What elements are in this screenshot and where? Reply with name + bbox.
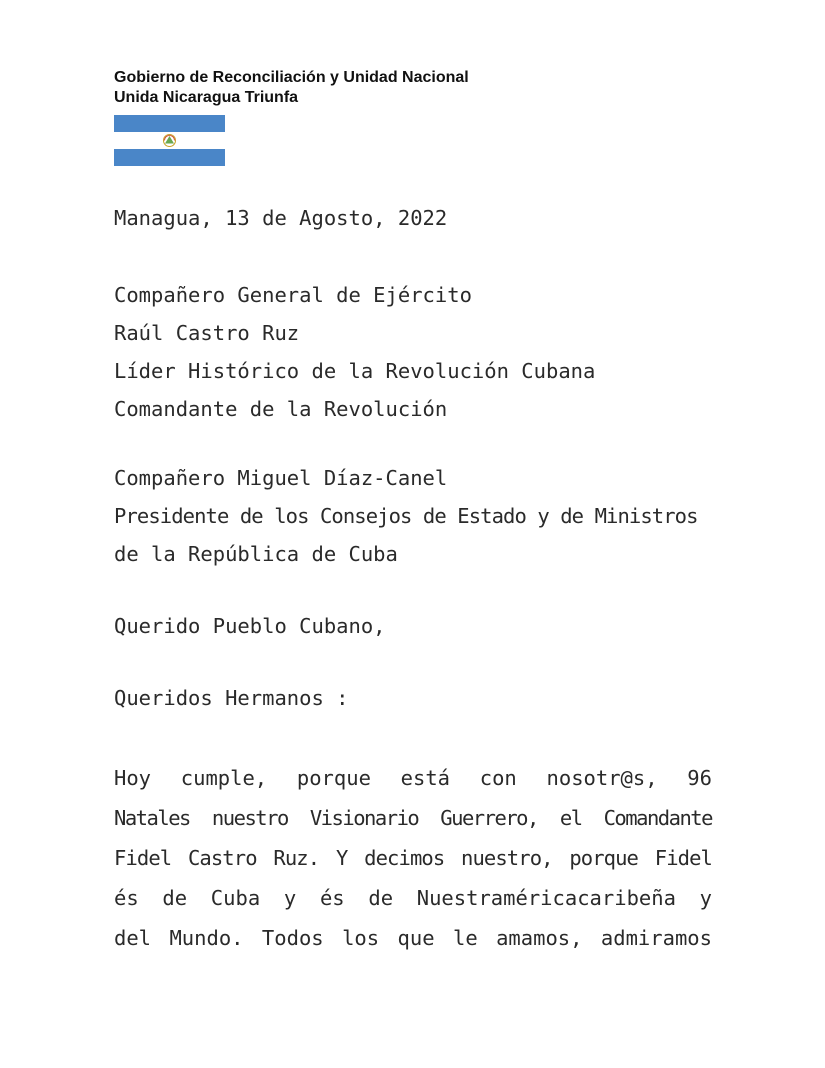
salutation-brothers: Queridos Hermanos : xyxy=(114,686,349,710)
letterhead-government-name: Gobierno de Reconciliación y Unidad Nacional xyxy=(114,69,469,86)
recipient-line: Compañero Miguel Díaz-Canel xyxy=(114,466,448,490)
paragraph-line: Natales nuestro Visionario Guerrero, el Comandante xyxy=(114,806,712,830)
nicaragua-flag-icon xyxy=(114,115,225,166)
body-paragraph xyxy=(114,758,712,958)
recipient-line: de la República de Cuba xyxy=(114,542,398,566)
paragraph-line: és de Cuba y és de Nuestraméricacaribeña y xyxy=(114,886,712,910)
letterhead-slogan: Unida Nicaragua Triunfa xyxy=(114,89,299,106)
paragraph-line: del Mundo. Todos los que le amamos, admiramos xyxy=(114,926,712,950)
recipient-block-1 xyxy=(114,276,595,428)
salutation-people: Querido Pueblo Cubano, xyxy=(114,614,386,638)
recipient-line: Raúl Castro Ruz xyxy=(114,321,300,345)
letter-date: Managua, 13 de Agosto, 2022 xyxy=(114,206,448,230)
letterhead xyxy=(114,68,469,108)
recipient-block-2 xyxy=(114,459,698,573)
paragraph-line: Fidel Castro Ruz. Y decimos nuestro, porque Fidel xyxy=(114,846,712,870)
recipient-line: Presidente de los Consejos de Estado y de Ministros xyxy=(114,504,698,528)
recipient-line: Líder Histórico de la Revolución Cubana xyxy=(114,359,596,383)
recipient-line: Comandante de la Revolución xyxy=(114,397,448,421)
recipient-line: Compañero General de Ejército xyxy=(114,283,472,307)
paragraph-line: Hoy cumple, porque está con nosotr@s, 96 xyxy=(114,766,712,790)
